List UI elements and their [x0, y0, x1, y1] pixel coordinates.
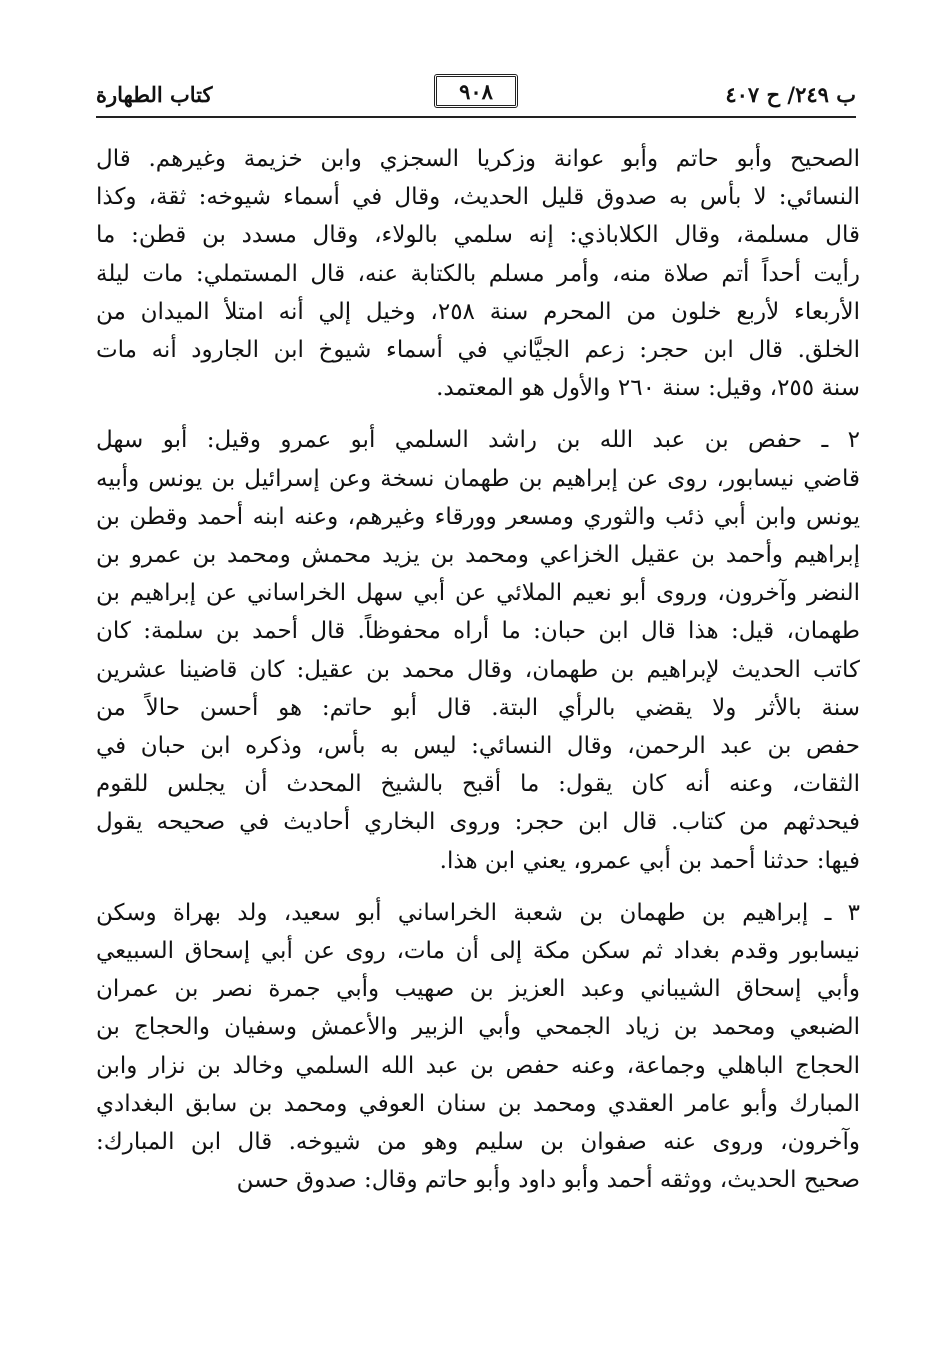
text-line: إبراهيم وأحمد بن عقيل الخزاعي ومحمد بن يزيد محمش ومحمد بن عمرو بن: [96, 542, 860, 569]
text-line: فيها: حدثنا أحمد بن أبي عمرو، يعني ابن هذا.: [439, 847, 860, 874]
page-number: ٩٠٨: [459, 78, 493, 104]
header-divider: [96, 116, 856, 118]
text-line: الصحيح وأبو حاتم وأبو عوانة وزكريا السجزي وابن خزيمة وغيرهم. قال: [96, 146, 860, 172]
text-line: المبارك وأبو عامر العقدي ومحمد بن سنان العوفي ومحمد بن سابق البغدادي: [96, 1090, 860, 1117]
text-line: وأبي إسحاق الشيباني وعبد العزيز بن صهيب وأبي جمرة نصر بن عمران: [96, 976, 860, 1003]
text-line: الثقات، وعنه أنه كان يقول: ما أقبح بالشيخ المحدث أن يجلس للقوم: [96, 771, 860, 798]
text-line: طهمان، قيل: هذا قال ابن حبان: ما أراه محفوظاً. قال أحمد بن سلمة: كان: [96, 618, 860, 645]
paragraph: [96, 894, 860, 1200]
text-line: الحجاج الباهلي وجماعة، وعنه حفص بن عبد الله السلمي وخالد بن نزار وابن: [96, 1052, 860, 1079]
text-line: سنة بالأثر ولا يقضي بالرأي البتة. قال أبو حاتم: هو أحسن حالاً من: [96, 694, 860, 721]
page-body: [96, 140, 860, 1199]
volume-hadith-reference: ب ٢٤٩/ ح ٤٠٧: [725, 82, 856, 107]
text-line: حفص بن عبد الرحمن، وقال النسائي: ليس به بأس، وذكره ابن حبان في: [96, 733, 860, 760]
text-line: صحيح الحديث، ووثقه أحمد وأبو داود وأبو حاتم وقال: صدوق حسن: [236, 1167, 860, 1194]
text-line: سنة ٢٥٥، وقيل: سنة ٢٦٠ والأول هو المعتمد.: [436, 375, 860, 402]
text-line: قال مسلمة، وقال الكلاباذي: إنه سلمي بالولاء، وقال مسدد بن قطن: ما: [96, 222, 860, 249]
text-line: النسائي: لا بأس به صدوق قليل الحديث، وقال في أسماء شيوخه: ثقة، وكذا: [96, 184, 860, 211]
paragraph: [96, 140, 860, 407]
text-line: نيسابور وقدم بغداد ثم سكن مكة إلى أن مات، روى عن أبي إسحاق السبيعي: [96, 938, 860, 965]
text-line: قاضي نيسابور، روى عن إبراهيم بن طهمان نسخة وعن إسرائيل بن يونس وأبيه: [96, 465, 860, 492]
text-line: يونس وابن أبي ذئب والثوري ومسعر وورقاء وغيرهم، وعنه ابنه أحمد وقطن بن: [96, 503, 860, 530]
book-title: كتاب الطهارة: [96, 82, 213, 107]
page-number-frame: [434, 74, 518, 108]
text-line: رأيت أحداً أتم صلاة منه، وأمر مسلم بالكتابة عنه، قال المستملي: مات ليلة: [96, 260, 860, 287]
text-line: النضر وآخرون، وروى أبو نعيم الملائي عن أبي سهل الخراساني عن إبراهيم بن: [96, 580, 860, 607]
text-line: الأربعاء لأربع خلون من المحرم سنة ٢٥٨، وخيل إلي أنه امتلأ الميدان من: [96, 298, 860, 325]
text-line: الخلق. قال ابن حجر: زعم الجيَّاني في أسماء شيوخ ابن الجارود أنه مات: [96, 337, 860, 364]
text-line: كاتب الحديث لإبراهيم بن طهمان، وقال محمد بن عقيل: كان قاضينا عشرين: [96, 656, 860, 683]
text-line: ٣ ـ إبراهيم بن طهمان بن شعبة الخراساني أبو سعيد، ولد بهراة وسكن: [96, 899, 860, 926]
text-line: وآخرون، وروى عنه صفوان بن سليم وهو من شيوخه. قال ابن المبارك:: [96, 1129, 860, 1156]
text-line: ٢ ـ حفص بن عبد الله بن راشد السلمي أبو عمرو وقيل: أبو سهل: [96, 427, 860, 454]
paragraph: [96, 421, 860, 879]
text-line: الضبعي ومحمد بن زياد الجمحي وأبي الزبير والأعمش وسفيان والحجاج بن: [96, 1014, 860, 1041]
text-line: فيحدثهم من كتاب. قال ابن حجر: وروى البخاري أحاديث في صحيحه يقول: [96, 809, 860, 836]
page-header: [96, 74, 856, 116]
